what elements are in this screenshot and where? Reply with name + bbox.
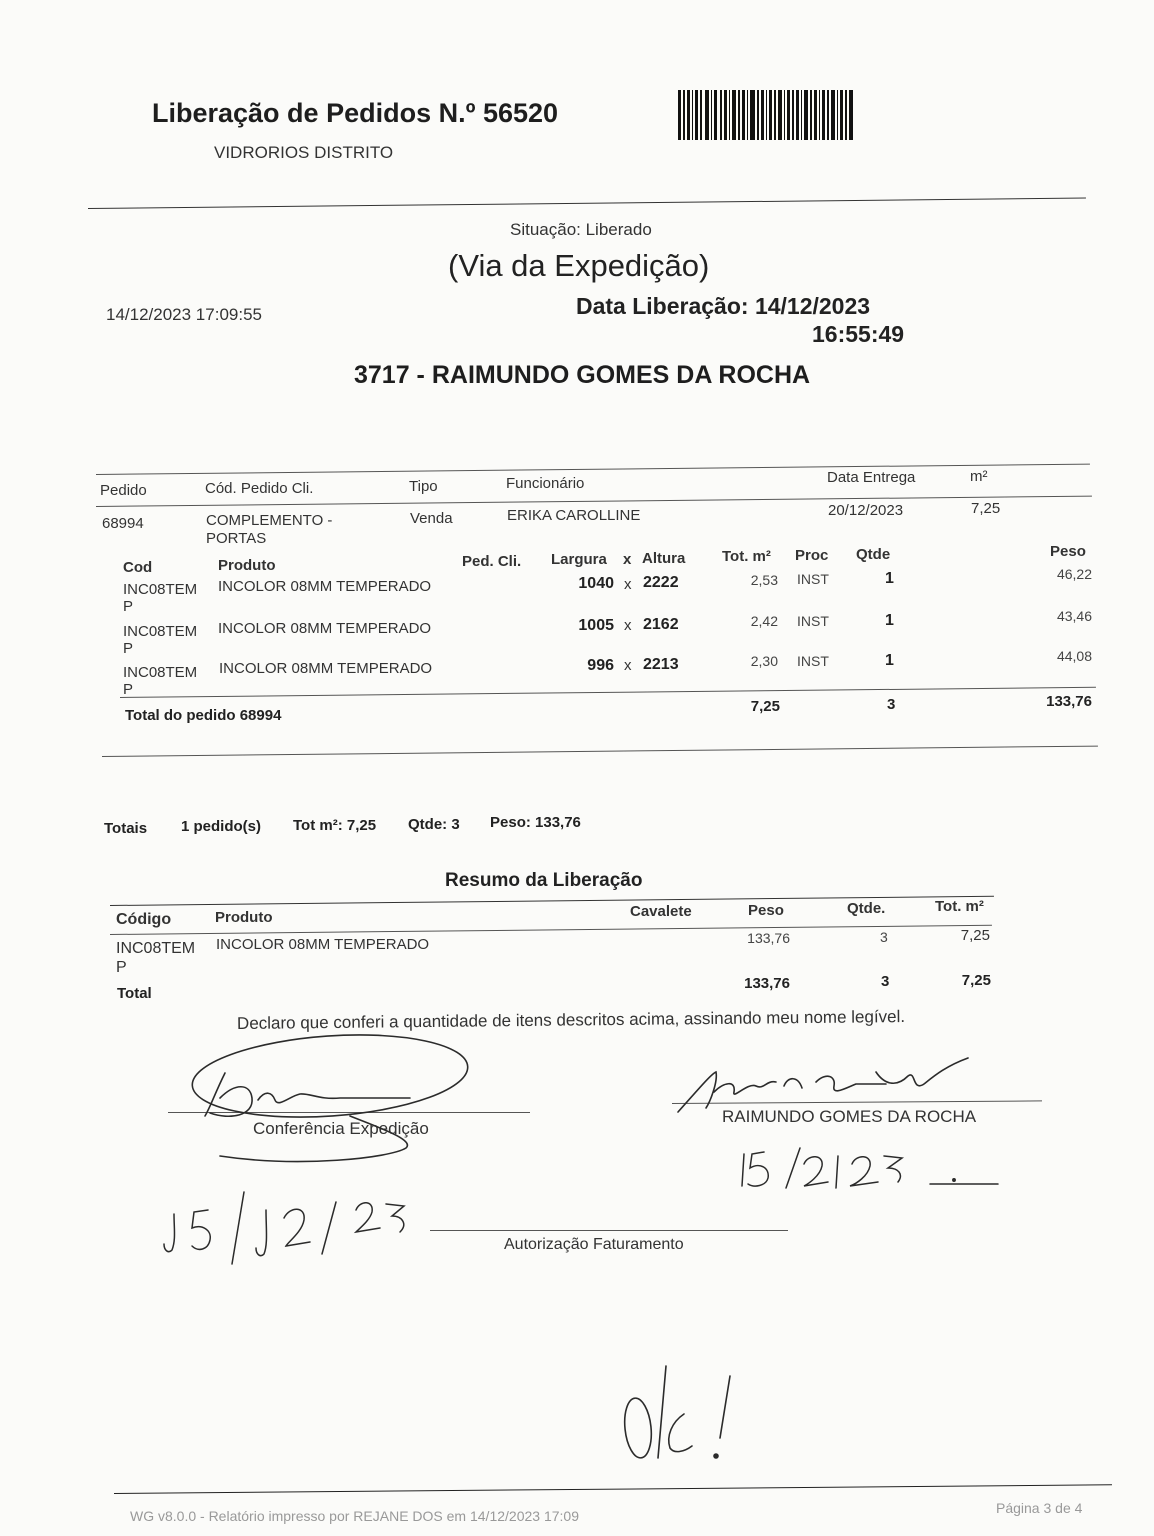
order-funcionario: ERIKA CAROLLINE [507, 507, 641, 524]
items-col-qtde: Qtde [856, 546, 891, 563]
items-col-cod: Cod [123, 559, 153, 576]
item-largura: 1040 [578, 575, 614, 592]
item-cod: INC08TEM [123, 581, 198, 598]
order-header-line [96, 496, 1092, 507]
item-altura: 2162 [643, 616, 679, 633]
items-col-ped-cli: Ped. Cli. [462, 553, 522, 570]
resumo-col-peso: Peso [748, 902, 784, 919]
item-produto: INCOLOR 08MM TEMPERADO [219, 660, 433, 677]
item-cod: INC08TEM [123, 623, 198, 640]
items-col-largura: Largura [551, 551, 607, 568]
order-number: 68994 [102, 515, 144, 532]
item-tot-m2: 2,42 [750, 613, 778, 629]
resumo-col-qtde: Qtde. [847, 900, 886, 917]
company-name: VIDRORIOS DISTRITO [214, 143, 394, 162]
resumo-codigo-suffix: P [116, 959, 127, 976]
order-m2: 7,25 [971, 500, 1001, 517]
item-x: x [624, 617, 632, 634]
autorizacao-label: Autorização Faturamento [504, 1236, 684, 1253]
item-largura: 1005 [578, 617, 614, 634]
client-handwritten-signature [676, 1052, 976, 1116]
totais-pedidos: 1 pedido(s) [181, 818, 262, 835]
client-handwritten-date [738, 1142, 1000, 1194]
item-qtde: 1 [885, 652, 894, 669]
col-pedido: Pedido [100, 482, 147, 499]
col-tipo: Tipo [409, 478, 438, 495]
situacao-status: Situação: Liberado [510, 220, 652, 239]
resumo-produto: INCOLOR 08MM TEMPERADO [216, 936, 430, 953]
footer-report-info: WG v8.0.0 - Relatório impresso por REJANE DOS em 14/12/2023 17:09 [130, 1508, 579, 1524]
via-label: (Via da Expedição) [448, 248, 710, 283]
resumo-total-qtde: 3 [881, 973, 890, 990]
col-m2: m² [970, 468, 988, 485]
resumo-tot-m2: 7,25 [960, 927, 990, 944]
order-cod-cli-line1: COMPLEMENTO - [206, 512, 333, 529]
item-proc: INST [797, 653, 829, 669]
totais-qtde: Qtde: 3 [408, 816, 460, 833]
resumo-total-tot-m2: 7,25 [961, 972, 991, 989]
resumo-col-cavalete: Cavalete [630, 903, 692, 920]
item-produto: INCOLOR 08MM TEMPERADO [218, 578, 432, 595]
item-cod-suffix: P [123, 598, 134, 615]
order-total-line [120, 687, 1096, 698]
totais-peso: Peso: 133,76 [490, 814, 581, 831]
col-funcionario: Funcionário [506, 475, 585, 492]
conferencia-label: Conferência Expedição [253, 1119, 429, 1138]
item-peso: 44,08 [1056, 648, 1092, 664]
resumo-qtde: 3 [880, 929, 888, 945]
item-peso: 43,46 [1056, 608, 1092, 624]
printed-timestamp: 14/12/2023 17:09:55 [106, 305, 262, 324]
item-peso: 46,22 [1056, 566, 1092, 582]
item-x: x [624, 657, 632, 674]
document-title: Liberação de Pedidos N.º 56520 [152, 98, 559, 128]
item-x: x [624, 576, 632, 593]
col-cod-pedido-cli: Cód. Pedido Cli. [205, 480, 314, 497]
items-col-produto: Produto [218, 557, 276, 574]
item-qtde: 1 [885, 612, 894, 629]
item-proc: INST [797, 571, 829, 587]
resumo-title: Resumo da Liberação [445, 870, 643, 891]
col-data-entrega: Data Entrega [827, 469, 916, 486]
items-col-proc: Proc [795, 547, 829, 564]
resumo-total-peso: 133,76 [744, 975, 790, 992]
order-total-label: Total do pedido 68994 [125, 707, 282, 724]
data-liberacao: Data Liberação: 14/12/2023 [576, 293, 871, 319]
item-qtde: 1 [885, 570, 894, 587]
item-proc: INST [797, 613, 829, 629]
declaration-text: Declaro que conferi a quantidade de itens descritos acima, assinando meu nome legível. [236, 1007, 906, 1033]
resumo-peso: 133,76 [747, 930, 790, 946]
totais-tot-m2: Tot m²: 7,25 [293, 817, 377, 834]
conferencia-handwritten-signature [180, 1028, 480, 1168]
resumo-total-label: Total [117, 985, 152, 1002]
resumo-col-tot-m2: Tot. m² [935, 898, 984, 915]
totais-label: Totais [104, 820, 148, 837]
resumo-col-codigo: Código [116, 911, 172, 928]
autorizacao-signature-line [430, 1230, 788, 1231]
order-total-m2: 7,25 [750, 698, 780, 715]
item-cod-suffix: P [123, 681, 134, 698]
resumo-codigo: INC08TEM [116, 940, 196, 957]
resumo-header-line [110, 925, 992, 935]
item-cod-suffix: P [123, 640, 134, 657]
footer-page-number: Página 3 de 4 [996, 1500, 1083, 1516]
item-produto: INCOLOR 08MM TEMPERADO [218, 620, 432, 637]
order-table-top-line [96, 464, 1090, 475]
item-largura: 996 [587, 657, 614, 674]
order-total-qtde: 3 [887, 696, 896, 713]
client-signature-name: RAIMUNDO GOMES DA ROCHA [722, 1107, 977, 1126]
client-name: 3717 - RAIMUNDO GOMES DA ROCHA [354, 361, 811, 389]
data-liberacao-time: 16:55:49 [812, 321, 905, 347]
order-cod-cli-line2: PORTAS [206, 530, 267, 547]
footer-divider [114, 1484, 1112, 1494]
items-col-altura: Altura [642, 550, 686, 567]
items-col-peso: Peso [1050, 543, 1086, 560]
ok-handwritten-mark [618, 1356, 748, 1466]
item-altura: 2213 [643, 656, 679, 673]
header-divider [88, 198, 1086, 209]
order-data-entrega: 20/12/2023 [828, 502, 904, 519]
item-tot-m2: 2,53 [750, 572, 778, 588]
order-tipo: Venda [410, 510, 453, 527]
left-handwritten-date [160, 1188, 430, 1268]
item-tot-m2: 2,30 [750, 653, 778, 669]
items-col-x: x [623, 551, 632, 568]
order-total-peso: 133,76 [1046, 693, 1092, 710]
barcode [678, 90, 856, 142]
item-altura: 2222 [643, 574, 679, 591]
item-cod: INC08TEM [123, 664, 198, 681]
order-block-bottom-line [102, 746, 1098, 757]
items-col-tot-m2: Tot. m² [722, 548, 771, 565]
resumo-col-produto: Produto [215, 909, 273, 926]
